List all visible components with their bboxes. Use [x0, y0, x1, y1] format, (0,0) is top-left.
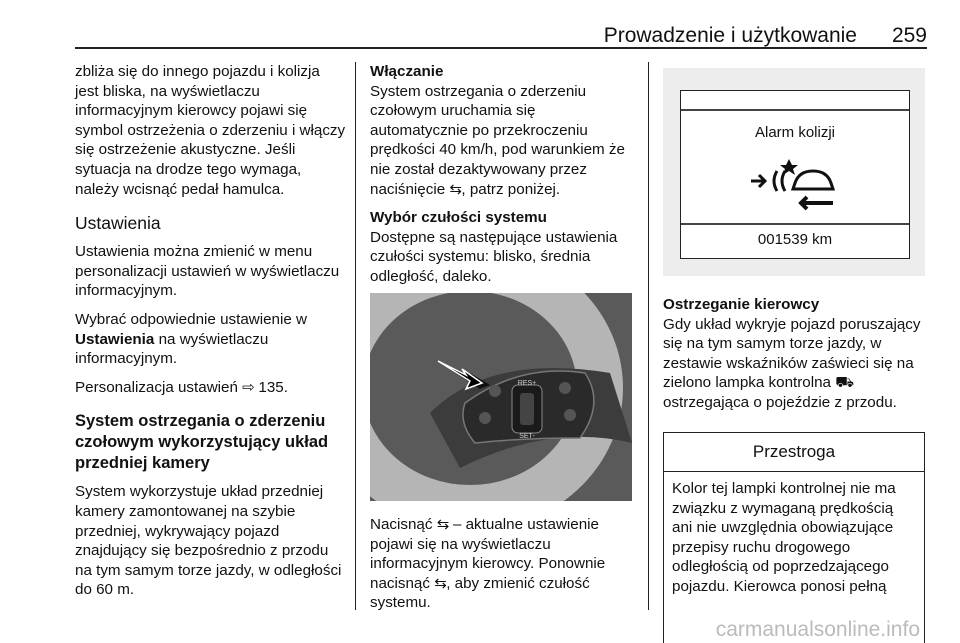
settings-paragraph-1: Ustawienia można zmienić w menu personalizacji ustawień w wyświetlaczu informacyjnym. [75, 243, 340, 300]
enable-heading: Włączanie [370, 63, 444, 80]
settings-text-b: na wyświetlaczu informacyjnym. [75, 330, 269, 368]
system-paragraph: System wykorzystuje układ przedniej kamery zamontowanej na szybie przedniej, wykrywający pojazd znajdujący się bezpośrednio z przodu na tym samym torze jazdy, w odległości do 60 m. [75, 483, 342, 599]
display-bottom-line [681, 223, 909, 225]
set-label: SET- [519, 433, 535, 440]
settings-paragraph-2 [75, 310, 347, 369]
driver-warning-text-b: ostrzegająca o pojeździe z przodu. [663, 393, 897, 411]
caution-box [663, 432, 925, 643]
watermark: carmanualsonline.info [715, 618, 920, 641]
driver-warning-paragraph [663, 295, 931, 413]
press-text-a: Nacisnąć [370, 516, 433, 533]
settings-menu-name: Ustawienia [75, 330, 155, 348]
steering-wheel-illustration [370, 293, 632, 501]
column-left [75, 62, 347, 609]
press-paragraph-block [370, 515, 632, 622]
driver-warning-block [663, 295, 931, 422]
caution-title: Przestroga [664, 433, 924, 472]
page-title: Prowadzenie i użytkowanie [603, 24, 857, 47]
column-divider-left [355, 62, 356, 610]
car-lamp-icon: ⛟ [835, 374, 855, 392]
sensitivity-button-icon: ⇆ [449, 180, 463, 198]
settings-heading: Ustawienia [75, 213, 161, 234]
page-number: 259 [891, 24, 927, 47]
column-middle [370, 62, 632, 296]
press-text-c: , aby zmienić czułość systemu. [370, 574, 590, 612]
enable-paragraph [370, 62, 632, 199]
res-label: RES+ [517, 380, 537, 387]
display-panel [680, 90, 910, 259]
collision-alarm-title: Alarm kolizji [754, 124, 835, 141]
driver-warning-heading: Ostrzeganie kierowcy [663, 296, 820, 313]
header-rule [75, 47, 927, 49]
collision-alarm-display [663, 68, 925, 276]
steering-wheel-photo [370, 293, 632, 501]
press-text-b: – aktualne ustawienie pojawi się na wyświetlaczu informacyjnym kierowcy. Ponownie nacisnąć [370, 516, 606, 592]
display-top-line [681, 109, 909, 111]
press-paragraph [370, 515, 632, 613]
intro-paragraph: zbliża się do innego pojazdu i kolizja jest bliska, na wyświetlaczu informacyjnym kierowcy pojawi się symbol ostrzeżenia o zderzeniu i włączy się ostrzeżenie akustyczne. Jeśli sytuacja na drodze tego wymaga, należy wcisnąć pedał hamulca. [75, 63, 346, 198]
sensitivity-text: Dostępne są następujące ustawienia czułości systemu: blisko, średnia odległość, daleko. [370, 228, 618, 285]
sensitivity-button-icon-2: ⇆ [436, 516, 450, 533]
page-header [75, 18, 927, 48]
collision-warning-icon [741, 151, 851, 211]
sensitivity-button-icon-3: ⇆ [434, 574, 447, 592]
reference-arrow-icon: ⇨ [242, 378, 255, 396]
system-heading: System ostrzegania o zderzeniu czołowym wykorzystujący układ przedniej kamery [75, 412, 329, 473]
odometer-reading: 001539 km [757, 231, 833, 248]
settings-ref-text: Personalizacja ustawień [75, 378, 238, 396]
sensitivity-paragraph [370, 208, 632, 286]
caution-text: Kolor tej lampki kontrolnej nie ma związku z wymaganą prędkością ani nie uwzględnia obowiązujące przepisy ruchu drogowego odległością od poprzedzającego pojazdu. Kierowca ponosi pełną [672, 480, 896, 595]
driver-warning-text-a: Gdy układ wykryje pojazd poruszający się na tym samym torze jazdy, w zestawie wskaźników zaświeci się na zielono lampka kontrolna [663, 315, 921, 392]
enable-text-a: System ostrzegania o zderzeniu czołowym uruchamia się automatycznie po przekroczeniu prędkości 40 km/h, pod warunkiem że nie został dezaktywowany przez naciśnięcie [370, 82, 625, 198]
column-divider-right [648, 62, 649, 610]
settings-ref-page: 135. [258, 378, 288, 396]
enable-text-b: , patrz poniżej. [461, 180, 561, 198]
settings-text-a: Wybrać odpowiednie ustawienie w [75, 310, 308, 328]
sensitivity-heading: Wybór czułości systemu [370, 209, 547, 227]
settings-paragraph-3 [75, 378, 347, 398]
